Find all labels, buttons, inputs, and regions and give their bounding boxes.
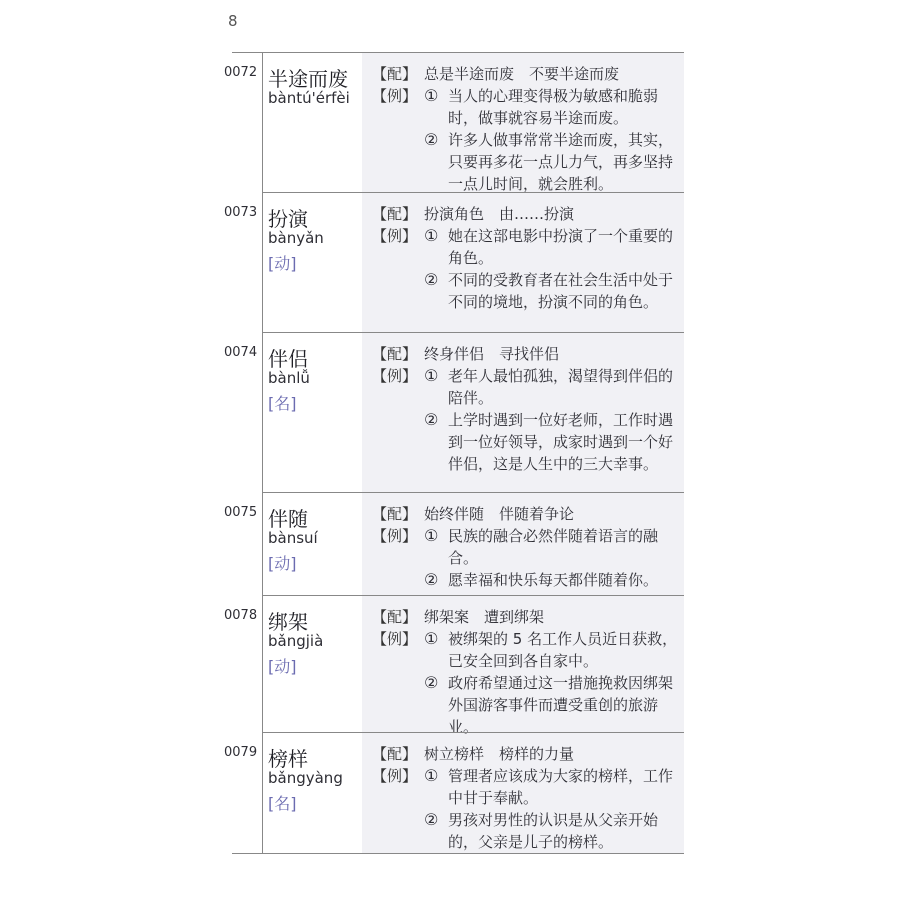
collocation-row [372,606,544,627]
example-2 [424,809,686,853]
example-1 [424,628,686,672]
collocation-text: 终身伴侣 寻找伴侣 [424,345,560,363]
part-of-speech: [动] [268,657,297,676]
example-text: 不同的受教育者在社会生活中处于不同的境地，扮演不同的角色。 [448,271,674,311]
example-marker: ② [424,130,439,149]
example-text: 许多人做事常常半途而废，其实，只要再多花一点儿力气，再多坚持一点儿时间，就会胜利。 [448,131,674,193]
part-of-speech: [动] [268,554,297,573]
collocation-label: 【配】 [372,745,418,763]
collocation-row [372,203,574,224]
entry-number: 0079 [224,745,258,760]
collocation-label: 【配】 [372,505,418,523]
collocation-label: 【配】 [372,205,418,223]
entry-0073 [224,193,684,333]
pinyin: bǎngyàng [268,769,343,787]
example-marker: ① [424,526,439,545]
example-marker: ① [424,226,439,245]
example-2 [424,409,686,475]
example-1 [424,525,686,569]
entry-number: 0073 [224,205,258,220]
collocation-row [372,63,619,84]
example-label: 【例】 [372,87,418,105]
example-text: 男孩对男性的认识是从父亲开始的，父亲是儿子的榜样。 [448,811,659,851]
example-label: 【例】 [372,527,418,545]
example-label: 【例】 [372,767,418,785]
entry-0079 [224,733,684,853]
collocation-text: 绑架案 遭到绑架 [424,608,545,626]
example-1 [424,365,686,409]
collocation-text: 扮演角色 由……扮演 [424,205,575,223]
example-text: 老年人最怕孤独，渴望得到伴侣的陪伴。 [448,367,674,407]
entry-number: 0075 [224,505,258,520]
example-2 [424,672,686,738]
example-1 [424,225,686,269]
example-marker: ① [424,366,439,385]
page-number: 8 [228,12,238,30]
collocation-text: 树立榜样 榜样的力量 [424,745,575,763]
entry-0075 [224,493,684,596]
example-label: 【例】 [372,630,418,648]
example-marker: ① [424,86,439,105]
bottom-rule [232,853,684,854]
example-text: 政府希望通过这一措施挽救因绑架外国游客事件而遭受重创的旅游业。 [448,674,674,736]
collocation-row [372,743,574,764]
collocation-label: 【配】 [372,345,418,363]
collocation-label: 【配】 [372,608,418,626]
entry-0078 [224,596,684,736]
part-of-speech: [动] [268,254,297,273]
example-text: 管理者应该成为大家的榜样，工作中甘于奉献。 [448,767,674,807]
headword: 半途而废 [268,67,348,91]
example-marker: ② [424,810,439,829]
entry-0072 [224,53,684,193]
headword: 伴随 [268,507,308,531]
example-1 [424,85,686,129]
entry-number: 0074 [224,345,258,360]
example-marker: ② [424,673,439,692]
collocation-row [372,503,574,524]
example-text: 她在这部电影中扮演了一个重要的角色。 [448,227,674,267]
example-2 [424,129,686,195]
collocation-text: 总是半途而废 不要半途而废 [424,65,620,83]
example-text: 被绑架的 5 名工作人员近日获救，已安全回到各自家中。 [448,630,678,670]
part-of-speech: [名] [268,394,297,413]
headword: 绑架 [268,610,308,634]
entry-number: 0078 [224,608,258,623]
example-marker: ② [424,570,439,589]
example-text: 上学时遇到一位好老师，工作时遇到一位好领导，成家时遇到一个好伴侣，这是人生中的三大幸事。 [448,411,674,473]
example-text: 民族的融合必然伴随着语言的融合。 [448,527,659,567]
example-text: 愿幸福和快乐每天都伴随着你。 [448,571,659,589]
example-marker: ① [424,766,439,785]
part-of-speech: [名] [268,794,297,813]
collocation-row [372,343,559,364]
example-2 [424,269,686,313]
pinyin: bàntú'érfèi [268,89,350,107]
entry-0074 [224,333,684,493]
example-marker: ② [424,410,439,429]
headword: 伴侣 [268,347,308,371]
collocation-label: 【配】 [372,65,418,83]
example-2 [424,569,686,591]
pinyin: bànlǚ [268,369,310,387]
pinyin: bànyǎn [268,229,324,247]
example-label: 【例】 [372,367,418,385]
headword: 榜样 [268,747,308,771]
pinyin: bǎngjià [268,632,324,650]
example-text: 当人的心理变得极为敏感和脆弱时，做事就容易半途而废。 [448,87,659,127]
example-1 [424,765,686,809]
example-marker: ① [424,629,439,648]
collocation-text: 始终伴随 伴随着争论 [424,505,575,523]
pinyin: bànsuí [268,529,318,547]
entry-number: 0072 [224,65,258,80]
headword: 扮演 [268,207,308,231]
example-label: 【例】 [372,227,418,245]
example-marker: ② [424,270,439,289]
